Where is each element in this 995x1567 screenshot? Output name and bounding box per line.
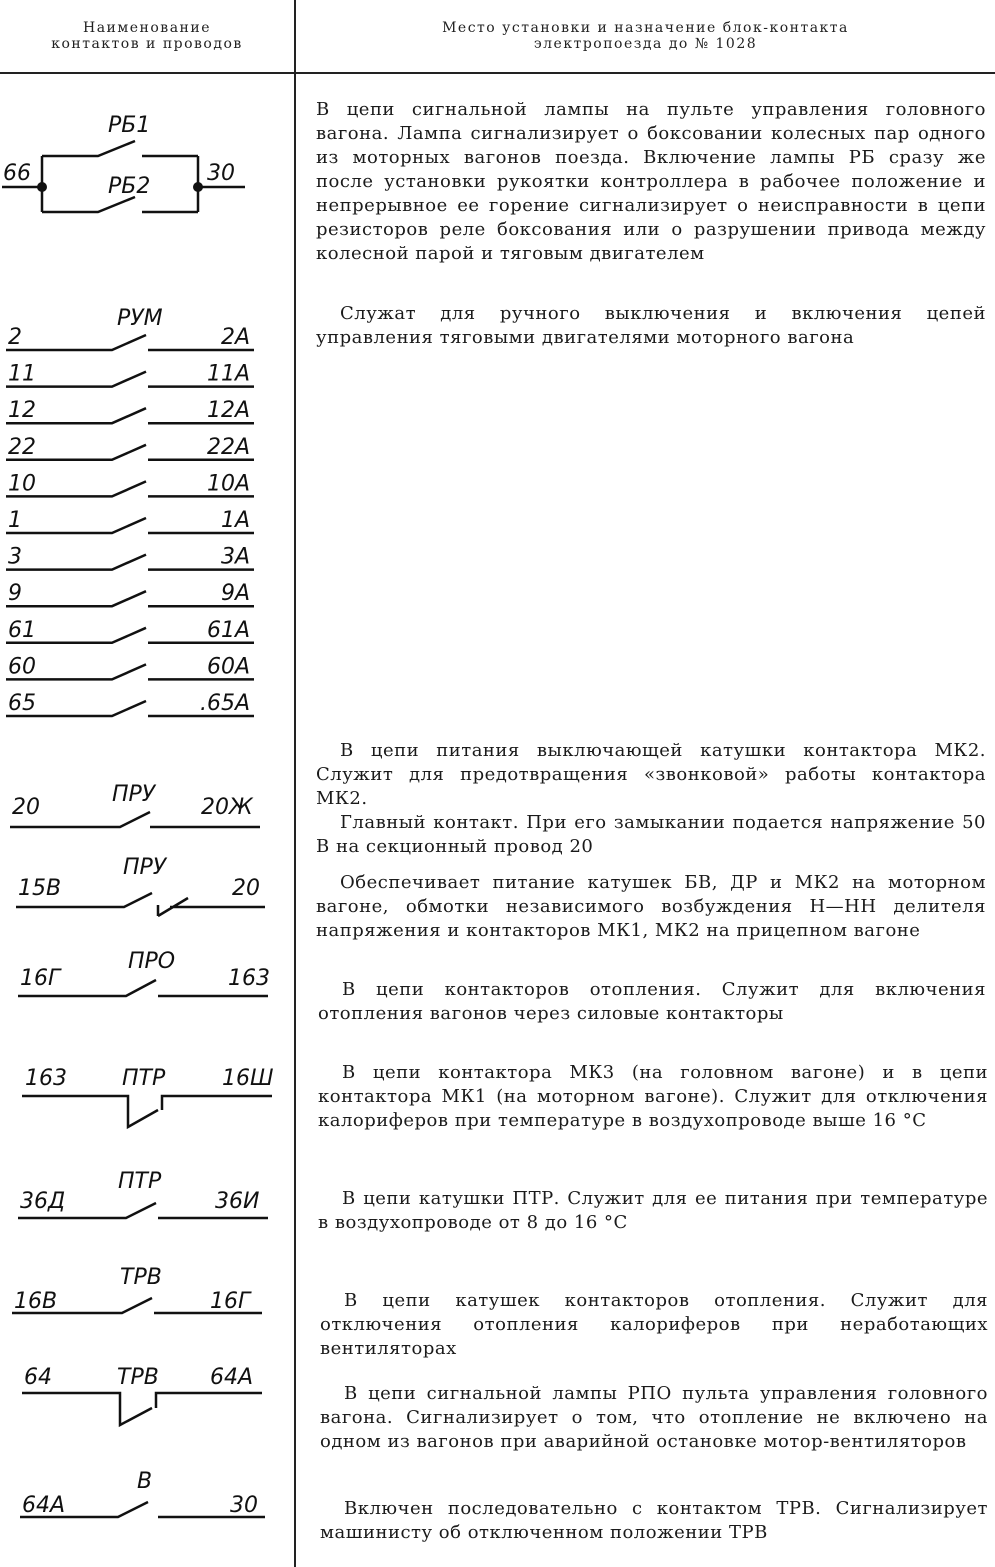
rb-junction-right — [193, 182, 203, 192]
trv2-left-label: 64 — [24, 1365, 52, 1390]
v-left-label: 64А — [22, 1493, 66, 1518]
ptr2-name: ПТР — [118, 1169, 162, 1194]
trv1-schematic — [12, 1265, 262, 1314]
v-schematic — [20, 1469, 265, 1518]
ptr2-right-label: 36И — [215, 1189, 260, 1214]
rum-left-label: 2 — [8, 325, 22, 350]
rum-row — [6, 508, 254, 533]
rum-right-label: 2А — [220, 325, 250, 350]
pru1-left-label: 20 — [12, 795, 40, 820]
ptr2-left-label: 36Д — [20, 1189, 66, 1214]
rum-contact — [6, 591, 254, 606]
description-v: Включен последовательно с контактом ТРВ. Сигнализирует машинисту об отключенном положении ТРВ — [320, 1498, 988, 1543]
rb-right-wire: 30 — [207, 161, 235, 186]
description-rum: Служат для ручного выключения и включения цепей управления тяговыми двигателями моторного вагона — [316, 303, 986, 348]
rum-row — [6, 545, 254, 570]
ptr2-schematic — [18, 1169, 268, 1218]
rum-title: РУМ — [117, 306, 163, 331]
description-rb: В цепи сигнальной лампы на пульте управления головного вагона. Лампа сигнализирует о боксовании колесных пар одного из моторных вагонов поезда. Включение лампы РБ сразу же после установки рукоятки контроллера в рабочее положение и непрерывное ее горение сигнализирует о неисправности в цепи резисторов реле боксования или о разрушении привода между колесной парой и тяговым двигателем — [316, 99, 986, 264]
rum-contact — [6, 555, 254, 570]
rum-row — [6, 691, 254, 716]
column-divider — [294, 0, 296, 1567]
rum-left-label: 10 — [8, 471, 36, 497]
rum-left-label: 22 — [8, 434, 36, 460]
rum-row — [6, 654, 254, 679]
rb-junction-left — [37, 182, 47, 192]
v-right-label: 30 — [230, 1493, 258, 1518]
description-pru1: В цепи питания выключающей катушки контактора МК2. Служит для предотвращения «звонковой» работы контактора МК2. — [316, 740, 986, 809]
rum-left-label: 12 — [8, 398, 36, 424]
rum-row — [6, 471, 254, 496]
rum-left-label: 60 — [8, 654, 36, 680]
description-trv2: В цепи сигнальной лампы РПО пульта управления головного вагона. Сигнализирует о том, что отопление не включено на одном из вагонов при аварийной остановке мотор-вентиляторов — [320, 1383, 988, 1452]
description-trv1: В цепи катушек контакторов отопления. Служит для отключения отопления калориферов при неработающих вентиляторах — [320, 1290, 988, 1359]
rum-row — [6, 362, 254, 387]
ptr1-contact — [22, 1096, 272, 1127]
rum-right-label: 11А — [206, 361, 250, 387]
pru2-right-label: 20 — [232, 876, 260, 901]
rb-contact1-label: РБ1 — [108, 113, 151, 138]
rum-row — [6, 618, 254, 643]
pro-right-label: 163 — [228, 966, 270, 991]
pru1-name: ПРУ — [112, 782, 156, 807]
rum-row — [6, 398, 254, 423]
pru1-right-label: 20Ж — [201, 795, 253, 820]
rum-left-label: 65 — [8, 691, 36, 716]
pru2-schematic — [16, 855, 265, 916]
rum-right-label: 10А — [206, 471, 250, 497]
rum-left-label: 61 — [8, 617, 36, 643]
trv1-name: ТРВ — [120, 1265, 162, 1290]
pru2-name: ПРУ — [123, 855, 167, 880]
rum-right-label: .65А — [199, 691, 250, 716]
header-right-column-title: Место установки и назначение блок-контакта электропоезда до № 1028 — [442, 20, 849, 52]
ptr1-right-label: 16Ш — [222, 1066, 274, 1091]
description-pru2: Главный контакт. При его замыкании подается напряжение 50 В на секционный провод 20 — [316, 812, 986, 857]
pro-left-label: 16Г — [20, 966, 61, 991]
trv2-schematic — [22, 1365, 262, 1425]
rum-contact — [6, 518, 254, 533]
rum-right-label: 22А — [206, 434, 250, 460]
trv2-right-label: 64А — [210, 1365, 254, 1390]
rb-contact2-label: РБ2 — [108, 174, 151, 199]
rb-left-wire: 66 — [3, 161, 31, 186]
rum-left-label: 1 — [8, 508, 22, 533]
rum-right-label: 1А — [220, 508, 250, 533]
rum-right-label: 60А — [206, 654, 250, 680]
description-pru2-supply: Обеспечивает питание катушек БВ, ДР и МК2 на моторном вагоне, обмотки независимого возбуждения Н—НН делителя напряжения и контакторов МК1, МК2 на прицепном вагоне — [316, 872, 986, 941]
pru2-left-label: 15В — [18, 876, 62, 901]
rum-right-label: 12А — [206, 398, 250, 424]
rum-right-label: 9А — [220, 581, 250, 607]
pro-schematic — [18, 949, 270, 996]
rum-right-label: 3А — [220, 544, 250, 570]
trv1-right-label: 16Г — [210, 1289, 251, 1314]
ptr1-name: ПТР — [122, 1066, 166, 1091]
pro-name: ПРО — [128, 949, 176, 974]
description-ptr1: В цепи контактора МК3 (на головном вагоне) и в цепи контактора МК1 (на моторном вагоне). Служит для отключения калориферов при температуре в воздухопроводе выше 16 °С — [318, 1062, 988, 1131]
pru1-schematic — [10, 782, 260, 827]
rb-schematic — [2, 113, 245, 212]
rum-row — [6, 581, 254, 606]
rum-right-label: 61А — [206, 617, 250, 643]
v-name: В — [137, 1469, 153, 1494]
trv2-name: ТРВ — [117, 1365, 159, 1390]
rum-left-label: 3 — [8, 544, 22, 570]
trv1-left-label: 16В — [14, 1289, 58, 1314]
description-pro: В цепи контакторов отопления. Служит для включения отопления вагонов через силовые контакторы — [318, 979, 986, 1024]
ptr1-left-label: 163 — [25, 1066, 67, 1091]
contact-schematics — [0, 0, 294, 1567]
ptr1-schematic — [22, 1066, 274, 1127]
trv2-contact — [22, 1393, 262, 1425]
rum-contact — [6, 335, 254, 350]
rum-row — [6, 435, 254, 460]
header-left-column-title: Наименование контактов и проводов — [51, 20, 243, 52]
rum-schematic — [6, 306, 254, 716]
rum-left-label: 9 — [8, 581, 22, 607]
rum-left-label: 11 — [8, 361, 36, 387]
description-ptr2: В цепи катушки ПТР. Служит для ее питания при температуре в воздухопроводе от 8 до 16 °С — [318, 1188, 988, 1233]
